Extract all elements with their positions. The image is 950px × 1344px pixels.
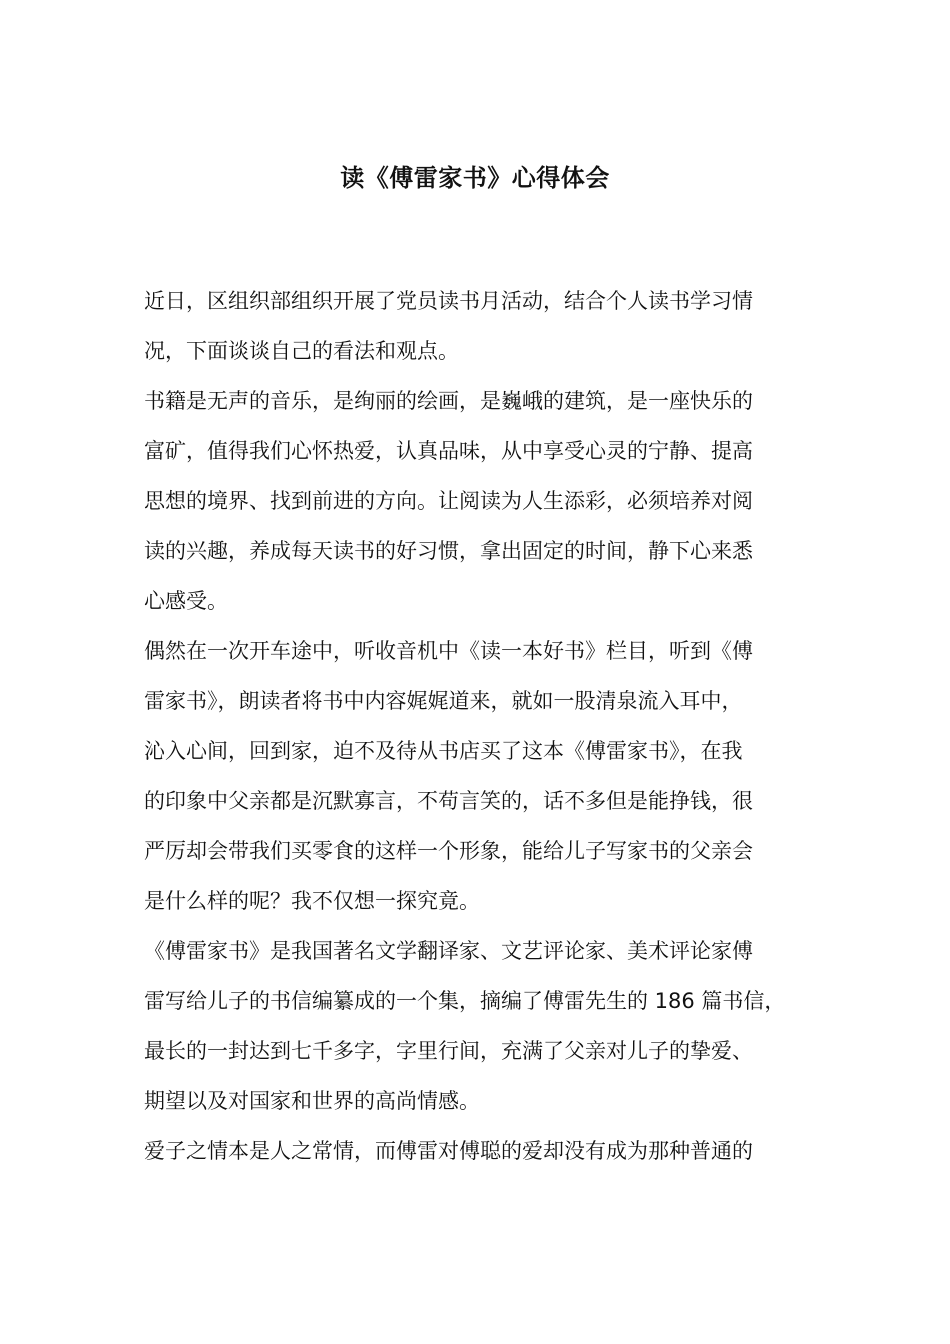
text-line: 雷写给儿子的书信编纂成的一个集，摘编了傅雷先生的 186 篇书信， <box>144 989 786 1013</box>
text-line: 最长的一封达到七千多字，字里行间，充满了父亲对儿子的挚爱、 <box>144 1039 753 1063</box>
text-line: 心感受。 <box>144 589 228 613</box>
text-line: 思想的境界、找到前进的方向。让阅读为人生添彩，必须培养对阅 <box>144 489 753 513</box>
text-line: 期望以及对国家和世界的高尚情感。 <box>144 1089 480 1113</box>
text-line: 严厉却会带我们买零食的这样一个形象，能给儿子写家书的父亲会 <box>144 839 753 863</box>
text-line: 是什么样的呢？我不仅想一探究竟。 <box>144 889 480 913</box>
text-line: 爱子之情本是人之常情，而傅雷对傅聪的爱却没有成为那种普通的 <box>144 1139 753 1163</box>
text-line: 富矿，值得我们心怀热爱，认真品味，从中享受心灵的宁静、提高 <box>144 439 753 463</box>
document-body <box>144 276 824 1176</box>
text-line: 偶然在一次开车途中，听收音机中《读一本好书》栏目，听到《傅 <box>144 639 753 663</box>
text-line: 读的兴趣，养成每天读书的好习惯，拿出固定的时间，静下心来悉 <box>144 539 753 563</box>
text-line: 的印象中父亲都是沉默寡言，不苟言笑的，话不多但是能挣钱，很 <box>144 789 753 813</box>
text-line: 雷家书》，朗读者将书中内容娓娓道来，就如一股清泉流入耳中， <box>144 689 743 713</box>
text-line: 书籍是无声的音乐，是绚丽的绘画，是巍峨的建筑，是一座快乐的 <box>144 389 753 413</box>
document-title: 读《傅雷家书》心得体会 <box>340 164 610 192</box>
text-line: 近日，区组织部组织开展了党员读书月活动，结合个人读书学习情 <box>144 289 753 313</box>
text-line: 沁入心间，回到家，迫不及待从书店买了这本《傅雷家书》，在我 <box>144 739 743 763</box>
text-line: 《傅雷家书》是我国著名文学翻译家、文艺评论家、美术评论家傅 <box>144 939 753 963</box>
text-line: 况，下面谈谈自己的看法和观点。 <box>144 339 459 363</box>
